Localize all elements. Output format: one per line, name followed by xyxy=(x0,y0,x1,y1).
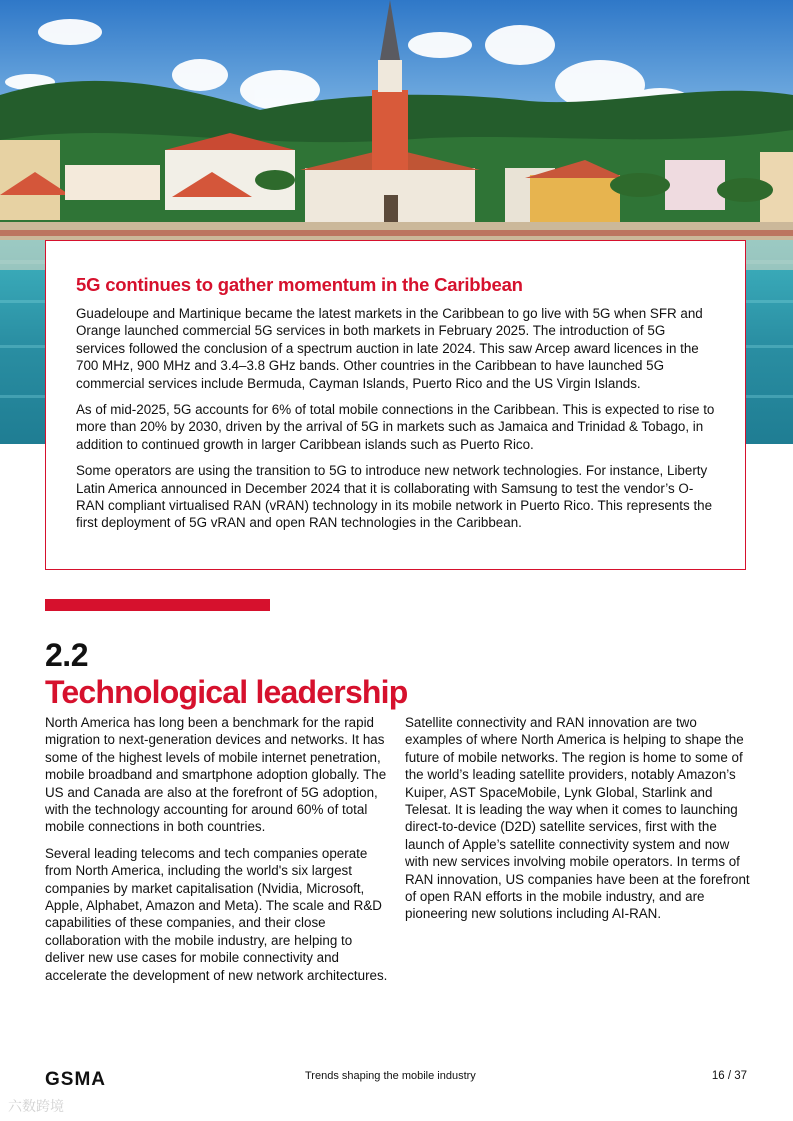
body-column-right xyxy=(405,714,750,932)
callout-paragraph-1: Guadeloupe and Martinique became the latest markets in the Caribbean to go live with 5G when SFR and Orange launched commercial 5G services in both markets in February 2025. The introduction of 5G services followed the conclusion of a spectrum auction in late 2024. This saw Arcep award licences in the 700 MHz, 900 MHz and 3.4–3.8 GHz bands. Other countries in the Caribbean to have launched 5G commercial services include Bermuda, Cayman Islands, Puerto Rico and the US Virgin Islands. xyxy=(76,306,703,391)
section-number: 2.2 xyxy=(45,637,88,673)
callout-title: 5G continues to gather momentum in the Caribbean xyxy=(76,274,523,295)
section-title: Technological leadership xyxy=(45,674,408,710)
callout-paragraph-2: As of mid-2025, 5G accounts for 6% of total mobile connections in the Caribbean. This is expected to rise to more than 20% by 2030, driven by the arrival of 5G in markets such as Jamaica and Trinidad & Tobago, in addition to continued growth in larger Caribbean islands such as Puerto Rico. xyxy=(76,402,715,452)
section-accent-bar xyxy=(45,599,270,611)
body-column-left xyxy=(45,714,390,993)
page-number: 16 / 37 xyxy=(711,1070,747,1082)
body-paragraph: North America has long been a benchmark for the rapid migration to next-generation devices and networks. It has some of the highest levels of mobile internet penetration, mobile broadband and smartphone adoption globally. The US and Canada are also at the forefront of 5G adoption, with the technology accounting for around 60% of total mobile connections in both countries. xyxy=(45,715,387,835)
callout-paragraph-3: Some operators are using the transition to 5G to introduce new network technologies. For instance, Liberty Latin America announced in December 2024 that it is collaborating with Samsung to test the vendor’s O-RAN compliant virtualised RAN (vRAN) technology in its mobile network in Puerto Rico. This represents the first deployment of 5G vRAN and open RAN technologies in the Caribbean. xyxy=(76,463,713,531)
body-paragraph: Satellite connectivity and RAN innovation are two examples of where North America is helping to shape the future of mobile networks. The region is home to some of the world’s leading satellite providers, notably Amazon’s Kuiper, AST SpaceMobile, Lynk Global, Starlink and Telesat. It is leading the way when it comes to launching direct-to-device (D2D) satellite services, first with the launch of Apple’s satellite connectivity system and now with new services involving mobile operators. In terms of RAN innovation, US companies have been at the forefront of open RAN efforts in the mobile industry, and are pioneering new solutions including AI-RAN. xyxy=(405,715,750,922)
caribbean-5g-callout xyxy=(45,240,746,570)
body-paragraph: Several leading telecoms and tech companies operate from North America, including the world's six largest companies by market capitalisation (Nvidia, Microsoft, Apple, Alphabet, Amazon and Meta). The scale and R&D capabilities of these companies, and their close collaboration with the mobile industry, are helping to deliver new use cases for mobile connectivity and accelerate the development of new network architectures. xyxy=(45,845,388,983)
footer-document-title: Trends shaping the mobile industry xyxy=(305,1070,476,1082)
watermark: 六数跨境 xyxy=(8,1098,64,1114)
gsma-logo: GSMA xyxy=(45,1069,106,1090)
